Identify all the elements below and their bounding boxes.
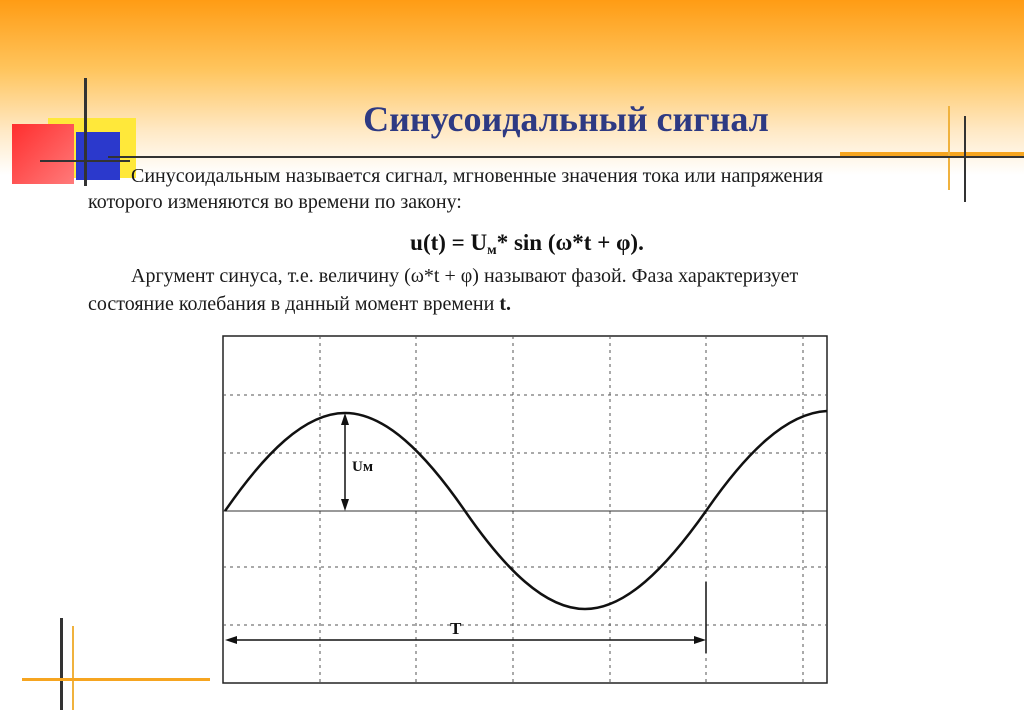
decor-vline-bottom-left-1	[60, 618, 63, 710]
formula-subscript: м	[487, 243, 497, 258]
period-arrow-head-left	[225, 636, 237, 644]
paragraph1-line1: Синусоидальным называется сигнал, мгновенные значения тока или напряжения	[131, 165, 824, 187]
paragraph2-line1: Аргумент синуса, т.е. величину (ω*t + φ) называют фазой. Фаза характеризует	[131, 265, 799, 287]
slide-title: Синусоидальный сигнал	[363, 99, 769, 139]
paragraph2-line2	[88, 292, 511, 317]
header-rule-line	[108, 156, 1024, 158]
period-label: T	[450, 619, 462, 638]
formula-lhs: u(t) = U	[410, 230, 488, 255]
decor-hline-left-top	[40, 160, 130, 162]
amplitude-arrow-head-top	[341, 413, 349, 425]
decor-hline-bottom-left	[22, 678, 210, 681]
amplitude-label: Uм	[352, 459, 374, 475]
paragraph1-line2: которого изменяются во времени по закону:	[88, 191, 462, 213]
graph-grid	[223, 336, 827, 683]
formula-rhs: * sin (ω*t + φ).	[496, 230, 644, 255]
decor-vline-bottom-left-2	[72, 626, 74, 710]
sine-curve	[225, 411, 827, 609]
sine-wave-graph	[222, 335, 828, 685]
graph-frame	[223, 336, 827, 683]
paragraph2-line2-text: состояние колебания в данный момент времени	[88, 293, 500, 315]
header-gradient	[0, 0, 1024, 175]
period-arrow-head-right	[694, 636, 706, 644]
amplitude-arrow-head-bottom	[341, 499, 349, 511]
paragraph2-line2-bold: t.	[499, 293, 512, 315]
formula	[0, 230, 1024, 259]
